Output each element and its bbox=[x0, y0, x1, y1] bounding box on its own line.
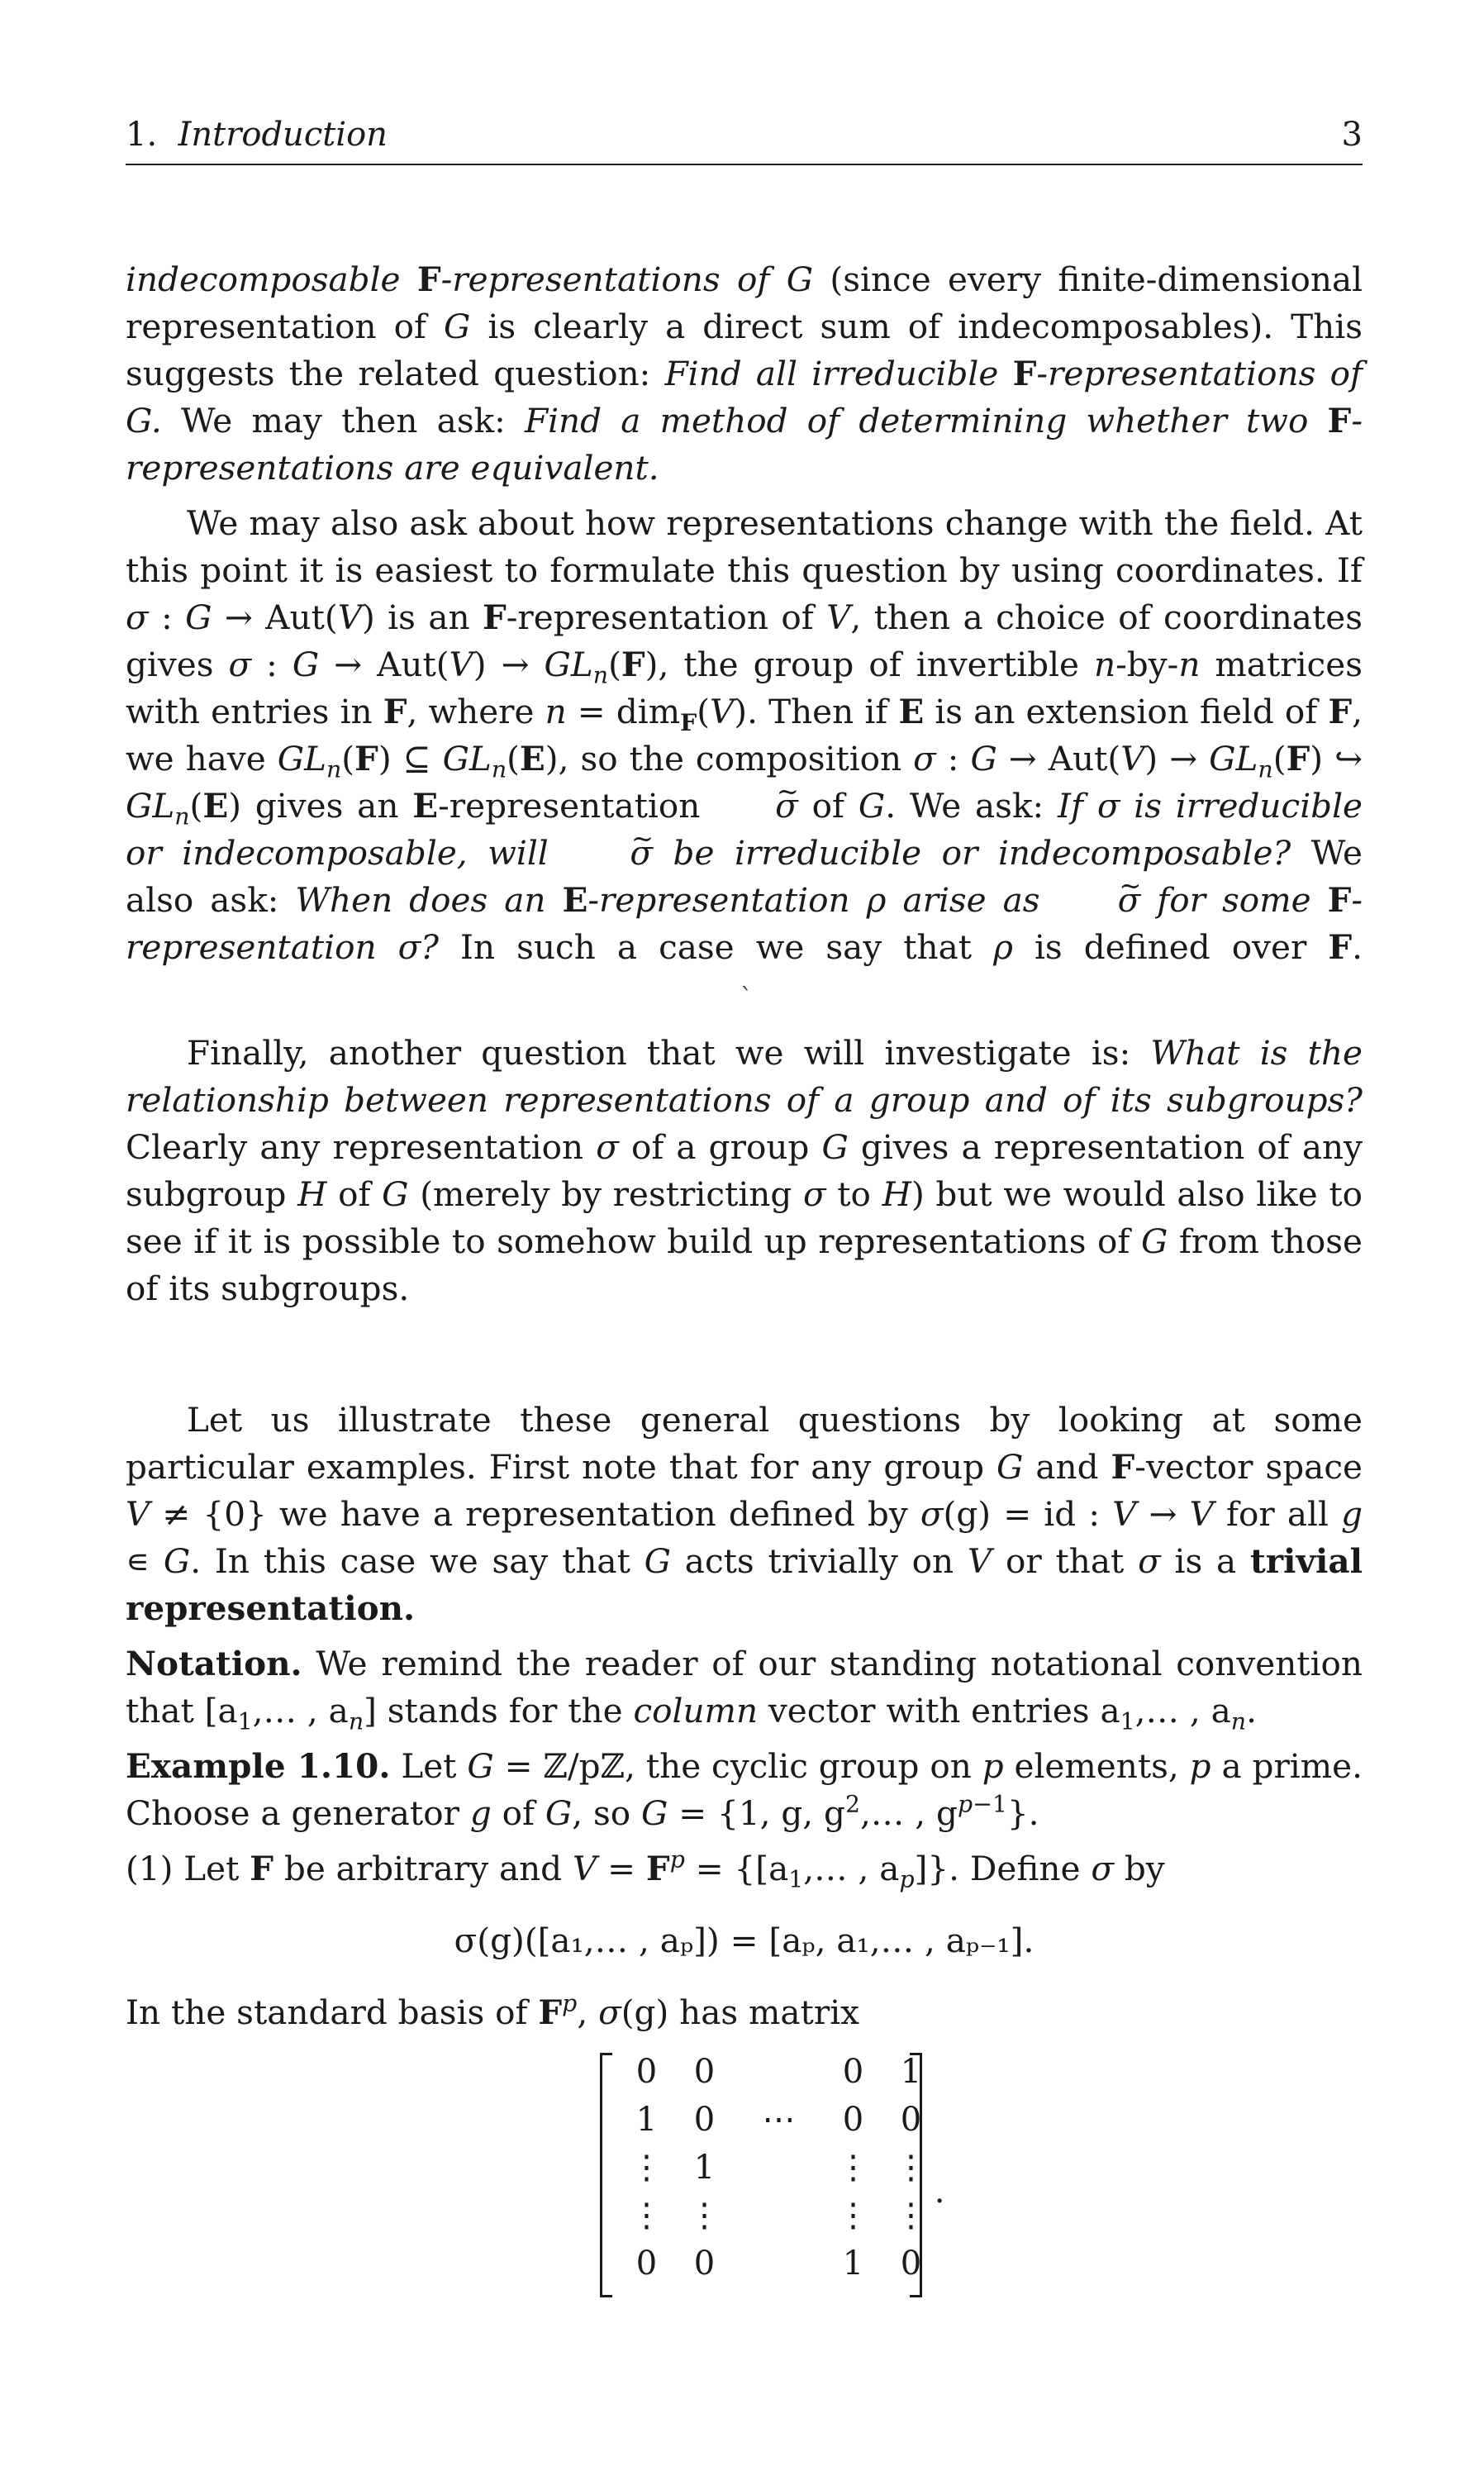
paragraph-2: We may also ask about how representations change with the field. At this point it is easiest to formulate this question by using coordinates. If σ : G → Aut(V) is an F-representation of V, then a choice of coordinates gives σ : $G \to Aut(V) \to GL_n(F)$, the group of invertible n-by-n matrices with entries in F, where n = dim$_F$(V). Then if E is an extension field of F, we have $GL_n(F)$ ⊆ $GL_n(E)$, so the composition σ : $G \to Aut(V) \to GL_n(F)$ ↪ $GL_n(E)$ gives an E-representation ~ σ of G. We ask: If σ is irreducible or indecomposable, will ~ σ be irreducible or indecomposable? We also ask: When does an E-representation ρ arise as ~ σ for some F-representation σ? In such a case we say that ρ is defined over F.` bbox=[126, 500, 1363, 1021]
matrix-cell: 0 bbox=[635, 2244, 658, 2283]
matrix-row bbox=[618, 2144, 940, 2192]
matrix-cell bbox=[734, 2144, 825, 2192]
stray-mark: ` bbox=[740, 983, 753, 1012]
paragraph-1: indecomposable F-representations of G (since every finite-dimensional representation of G is clearly a direct sum of indecomposables). This suggests the related question: Find all irreducible F-representations of G. We may then ask: Find a method of determining whether two F-representations are equivalent. bbox=[126, 259, 1363, 488]
matrix-trailing-period: . bbox=[934, 2173, 945, 2211]
example-label: Example 1.10. bbox=[126, 1746, 391, 1786]
matrix-left-bracket bbox=[600, 2053, 612, 2297]
matrix-cell: ⋯ bbox=[762, 2100, 796, 2139]
matrix-cell: 1 bbox=[635, 2100, 658, 2139]
matrix-cell: 0 bbox=[842, 2052, 864, 2091]
matrix-cell: 1 bbox=[693, 2148, 716, 2187]
notation-paragraph: Notation. We remind the reader of our standing notational convention that [$a_1,\dots$ , $a_n$] stands for the column vector with entries $a_1,\dots$ , $a_n$. bbox=[126, 1644, 1363, 1735]
matrix-right-bracket bbox=[910, 2053, 922, 2297]
display-equation: σ(g)([a₁,… , aₚ]) = [aₚ, a₁,… , aₚ₋₁]. bbox=[454, 1921, 1035, 1960]
matrix-row bbox=[618, 2096, 940, 2144]
matrix-cell: 1 bbox=[900, 2052, 922, 2091]
section-gap bbox=[126, 1321, 1363, 1397]
matrix-cell: ⋮ bbox=[630, 2196, 664, 2235]
matrix-cell: 1 bbox=[842, 2244, 864, 2283]
matrix-cell: ⋮ bbox=[687, 2196, 721, 2235]
matrix-cell: 0 bbox=[900, 2100, 922, 2139]
matrix-cell: 0 bbox=[693, 2244, 716, 2283]
matrix-cell bbox=[734, 2192, 825, 2240]
paragraph-5: In the standard basis of $F^p$, σ(g) has matrix bbox=[126, 1989, 859, 2032]
matrix-entries bbox=[618, 2048, 940, 2287]
matrix-cell bbox=[734, 2240, 825, 2287]
matrix-cell: ⋮ bbox=[630, 2148, 664, 2187]
body-text bbox=[126, 256, 1363, 2301]
matrix-cell: 0 bbox=[842, 2100, 864, 2139]
matrix-cell: ⋮ bbox=[836, 2196, 870, 2235]
matrix-row bbox=[618, 2048, 940, 2096]
matrix-cell: 0 bbox=[693, 2100, 716, 2139]
matrix-row bbox=[618, 2240, 940, 2287]
matrix-cell: ⋮ bbox=[894, 2196, 928, 2235]
notation-label: Notation. bbox=[126, 1644, 302, 1683]
matrix-cell: ⋮ bbox=[836, 2148, 870, 2187]
paragraph-3: Finally, another question that we will investigate is: What is the relationship between representations of a group and of its subgroups? Clearly any representation σ of a group G gives a representation of any subgroup H of G (merely by restricting σ to H) but we would also like to see if it is possible to somehow build up representations of G from those of its subgroups. bbox=[126, 1033, 1363, 1308]
running-header bbox=[126, 116, 1363, 165]
matrix-cell: 0 bbox=[635, 2052, 658, 2091]
matrix-cell: ⋮ bbox=[894, 2148, 928, 2187]
permutation-matrix bbox=[600, 2053, 955, 2301]
item-1: (1) Let F be arbitrary and $V = F^p$ = {[$a_1,\dots$ , $a_p$]}. Define σ by bbox=[126, 1845, 1165, 1893]
matrix-cell: 0 bbox=[693, 2052, 716, 2091]
matrix-row bbox=[618, 2192, 940, 2240]
chapter-heading: 1. Introduction bbox=[126, 116, 388, 154]
page-number: 3 bbox=[1341, 116, 1363, 154]
example-paragraph: Example 1.10. Let G = ℤ/pℤ, the cyclic group on p elements, p a prime. Choose a generator g of G, so G = {1, g, $g^2,\dots$ , $g^{p-1}$}. bbox=[126, 1746, 1363, 1833]
matrix-cell bbox=[734, 2048, 825, 2096]
matrix-cell: 0 bbox=[900, 2244, 922, 2283]
paragraph-4: Let us illustrate these general questions by looking at some particular examples. First note that for any group G and F-vector space V ≠ {0} we have a representation defined by σ(g) = id : V → V for all g ∊ G. In this case we say that G acts trivially on V or that σ is a trivial representation. bbox=[126, 1400, 1363, 1628]
